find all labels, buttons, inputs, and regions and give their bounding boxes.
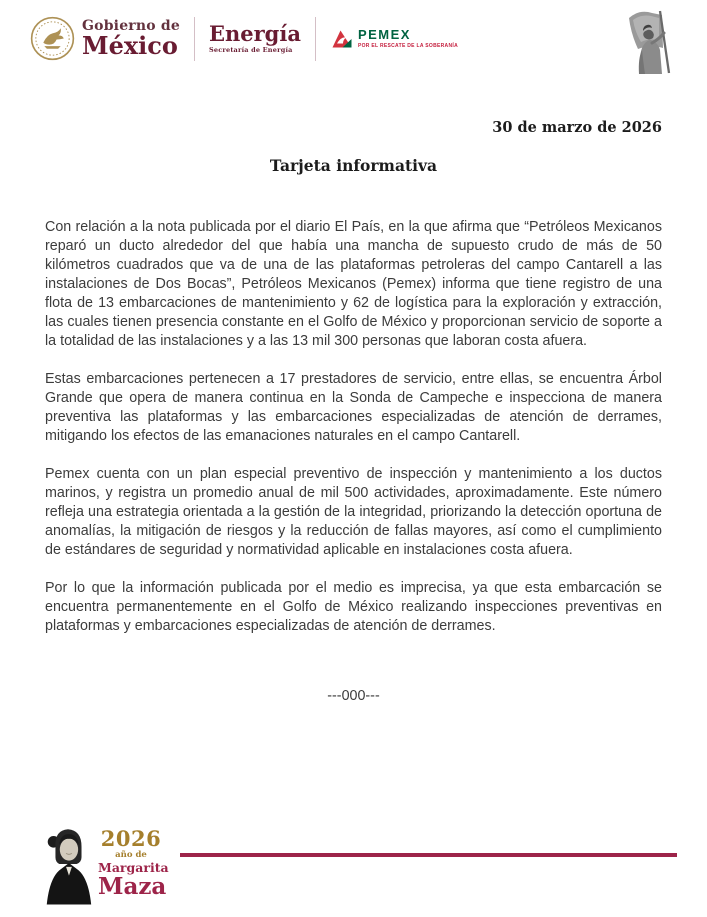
paragraph-2: Estas embarcaciones pertenecen a 17 prestadores de servicio, entre ellas, se encuentra Árbol Grande que opera de manera continua en la Sonda de Campeche e inspecciona de manera preventiva las plataformas y las embarcaciones especializadas de atención de derrames, mitigando los efectos de las emanaciones naturales en el campo Cantarell. (45, 371, 662, 444)
header-divider (194, 17, 195, 61)
pemex-logo (330, 28, 458, 50)
header-divider (315, 17, 316, 61)
paragraph-1: Con relación a la nota publicada por el diario El País, en la que afirma que “Petróleos Mexicanos reparó un ducto alrededor del que había una mancha de supuesto crudo de más de 50 kilómetros cuadrados que va de una de las plataformas petroleras del campo Cantarell a las instalaciones de Dos Bocas”, Petróleos Mexicanos (Pemex) informa que tiene registro de una flota de 13 embarcaciones de mantenimiento y 62 de logística para la exploración y extracción, las cuales tienen presencia constante en el Golfo de México y proporcionan servicio de soporte a la totalidad de las instalaciones y a las 13 mil 300 personas que laboran costa afuera. (45, 219, 662, 349)
page-title: Tarjeta informativa (269, 156, 438, 175)
commemoration-wordmark (98, 826, 169, 900)
margarita-maza-portrait-icon (40, 822, 96, 906)
mexico-eagle-seal-icon (30, 16, 75, 61)
energia-title: Energía (208, 21, 301, 47)
paragraph-4: Por lo que la información publicada por el medio es imprecisa, ya que esta embarcación se encuentra permanentemente en el Golfo de México realizando inspecciones preventivas en plataformas y embarcaciones especializadas de atención de derrames. (45, 580, 662, 634)
commemoration-first-name: Margarita (98, 859, 169, 875)
gobierno-line2: México (82, 31, 178, 60)
paragraph-3: Pemex cuenta con un plan especial preventivo de inspección y mantenimiento a los ductos marinos, y registra un promedio anual de mil 500 actividades, aproximadamente. Este número refleja una estrategia orientada a la gestión de la integridad, priorizando la detección oportuna de anomalías, la mitigación de riesgos y la reducción de fallas mayores, así como el cumplimiento de estándares de seguridad y normatividad aplicable en instalaciones costa afuera. (45, 466, 662, 558)
commemoration-year: 2026 (100, 826, 162, 851)
header (30, 16, 458, 61)
gobierno-line1: Gobierno de (82, 18, 180, 34)
pemex-title: PEMEX (357, 27, 411, 43)
commemoration-prefix: año de (115, 850, 147, 860)
gobierno-de-mexico-logo (30, 16, 180, 61)
document-body (45, 218, 662, 655)
gobierno-de-mexico-wordmark (82, 19, 180, 58)
pemex-tagline: POR EL RESCATE DE LA SOBERANÍA (357, 42, 458, 49)
footer-accent-line (180, 853, 677, 857)
commemoration-last-name: Maza (98, 873, 167, 900)
energia-logo (209, 23, 301, 54)
pemex-eagle-emblem-icon (330, 28, 354, 50)
closing-mark: ---000--- (327, 688, 380, 704)
pemex-wordmark (358, 28, 458, 49)
woman-with-mexican-flag-icon (619, 6, 681, 80)
document-date: 30 de marzo de 2026 (492, 119, 662, 136)
energia-subtitle: Secretaría de Energía (208, 46, 293, 55)
